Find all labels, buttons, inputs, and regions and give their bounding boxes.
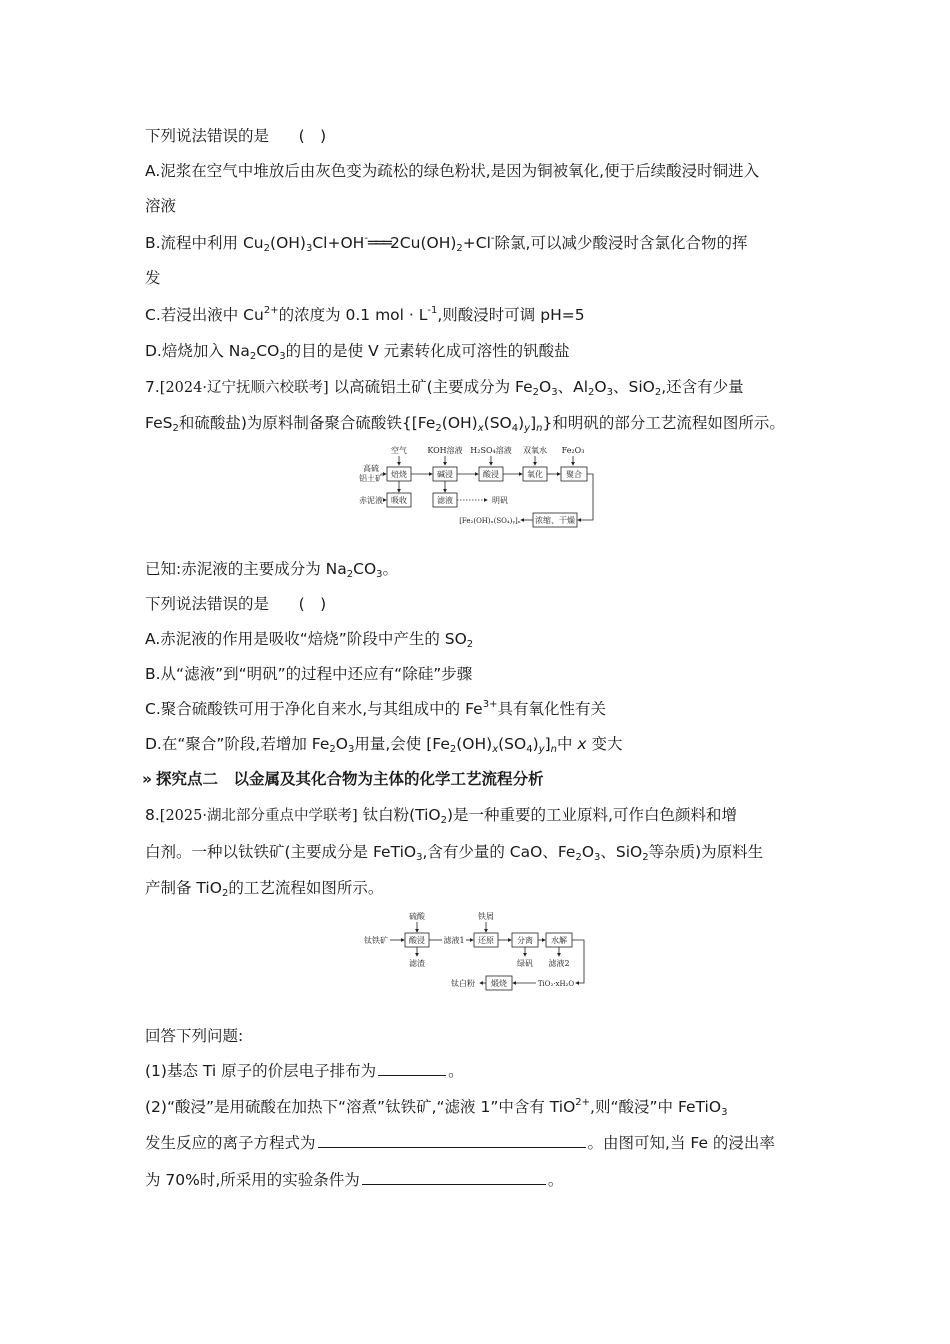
q8-label-iron: 铁屑 bbox=[478, 912, 494, 921]
q8-box-hydrolyze-label: 水解 bbox=[551, 936, 567, 945]
q7-label-air: 空气 bbox=[391, 446, 407, 455]
q8-part2-line1: (2)“酸浸”是用硫酸在加热下“溶煮”钛铁矿,“滤液 1”中含有 TiO$^{2+}$,则“酸浸”中 FeTiO$_3$ bbox=[145, 1097, 728, 1118]
q8-box-separate-label: 分离 bbox=[517, 936, 533, 945]
q8-label-hydrate: TiO₂·xH₂O bbox=[537, 980, 575, 988]
q8-answer-intro: 回答下列问题: bbox=[145, 1027, 244, 1045]
q7-box-polymerize-label: 聚合 bbox=[566, 470, 582, 479]
q8-part2-condition-blank[interactable] bbox=[362, 1170, 546, 1185]
q7-option-a: A.赤泥液的作用是吸收“焙烧”阶段中产生的 $SO_2$ bbox=[145, 630, 474, 650]
q7-option-d: D.在“聚合”阶段,若增加 $Fe_2O_3$用量,会使 $[Fe_2(OH)_x(SO_4)_y]_n$中 x 变大 bbox=[145, 735, 623, 755]
q7-option-c: C.聚合硫酸铁可用于净化自来水,与其组成中的 $Fe^{3+}$具有氧化性有关 bbox=[145, 699, 606, 718]
q7-box-acid-label: 酸浸 bbox=[483, 470, 499, 479]
q7-label-red-mud: 赤泥液 bbox=[359, 496, 383, 505]
section-heading: » 探究点二 以金属及其化合物为主体的化学工艺流程分析 bbox=[142, 770, 544, 788]
q7-prompt: 下列说法错误的是 ( ) bbox=[145, 595, 327, 613]
q7-label-ore1: 高硫 bbox=[363, 464, 379, 473]
q7-box-oxidize-label: 氧化 bbox=[527, 470, 543, 479]
q8-label-residue: 滤渣 bbox=[409, 959, 425, 968]
q7-box-roast-label: 焙烧 bbox=[391, 470, 407, 479]
q8-label-product: 钛白粉 bbox=[451, 979, 475, 988]
q7-box-concentrate-label: 浓缩、干燥 bbox=[535, 516, 575, 525]
q8-label-filtrate2: 滤液2 bbox=[548, 959, 570, 968]
q8-stem-line3: 产制备 TiO$_2$的工艺流程如图所示。 bbox=[145, 879, 384, 899]
section-arrow-icon: » bbox=[142, 770, 153, 788]
q7-box-filtrate-label: 滤液 bbox=[437, 496, 453, 505]
q7-label-fe2o3: Fe₂O₃ bbox=[561, 446, 585, 455]
q7-label-h2o2: 双氧水 bbox=[523, 446, 547, 455]
q8-stem-line1: 8.[2025·湖北部分重点中学联考] 钛白粉(TiO$_2$)是一种重要的工业原料,可作白色颜料和增 bbox=[145, 806, 737, 826]
q7-flow-diagram bbox=[355, 443, 595, 531]
q8-stem-line2: 白剂。一种以钛铁矿(主要成分是 FeTiO$_3$,含有少量的 CaO、$Fe_2O_3$、SiO$_2$等杂质)为原料生 bbox=[145, 843, 764, 863]
q7-label-koh: KOH溶液 bbox=[427, 446, 463, 455]
q6-option-d: D.焙烧加入 $Na_2CO_3$的目的是使 V 元素转化成可溶性的钒酸盐 bbox=[145, 342, 570, 362]
q8-label-ore: 钛铁矿 bbox=[364, 936, 388, 945]
q8-box-acid-leach-label: 酸浸 bbox=[409, 936, 425, 945]
q7-label-h2so4: H₂SO₄溶液 bbox=[470, 446, 512, 455]
q7-option-b: B.从“滤液”到“明矾”的过程中还应有“除硅”步骤 bbox=[145, 665, 473, 683]
q8-part1-blank[interactable] bbox=[378, 1061, 446, 1076]
q7-label-alum: 明矾 bbox=[492, 496, 508, 505]
q6-option-a-line1: A.泥浆在空气中堆放后由灰色变为疏松的绿色粉状,是因为铜被氧化,便于后续酸浸时铜进入 bbox=[145, 162, 760, 180]
q7-label-ore2: 铝土矿 bbox=[359, 474, 383, 483]
q8-box-reduce-label: 还原 bbox=[478, 936, 494, 945]
q6-prompt: 下列说法错误的是 ( ) bbox=[145, 127, 327, 145]
q6-option-a-line2: 溶液 bbox=[145, 197, 177, 215]
q8-source: [2025·湖北部分重点中学联考] bbox=[159, 808, 358, 824]
q7-box-alkali-label: 碱浸 bbox=[437, 470, 453, 479]
q7-source: [2024·辽宁抚顺六校联考] bbox=[159, 380, 329, 396]
q8-label-filtrate1: 滤液1 bbox=[443, 936, 465, 945]
q8-part2-line3: 为 70%时,所采用的实验条件为 。 bbox=[145, 1171, 564, 1189]
q8-label-green-vitriol: 绿矾 bbox=[517, 959, 533, 968]
q7-known: 已知:赤泥液的主要成分为 $Na_2CO_3$。 bbox=[145, 560, 399, 580]
q6-option-c: C.若浸出液中 $Cu^{2+}$的浓度为 0.1 mol · $L^{-1}$,则酸浸时可调 pH=5 bbox=[145, 305, 585, 324]
q7-label-product: [Fe₂(OH)ₓ(SO₄)ᵧ]ₙ bbox=[459, 517, 521, 525]
q7-box-absorb-label: 吸收 bbox=[391, 496, 407, 505]
q7-stem-line1: 7.[2024·辽宁抚顺六校联考] 以高硫铝土矿(主要成分为 $Fe_2O_3$、$Al_2O_3$、SiO$_2$,还含有少量 bbox=[145, 378, 744, 398]
q8-label-sulfuric: 硫酸 bbox=[409, 912, 425, 921]
q8-flow-diagram bbox=[360, 908, 592, 992]
q8-part2-equation-blank[interactable] bbox=[318, 1133, 586, 1148]
equal-sign-arrow: ═══ bbox=[367, 234, 390, 252]
q6-option-b-line1: B.流程中利用 $Cu_2(OH)_3Cl+OH^-═══2Cu(OH)_2+Cl^-$除氯,可以减少酸浸时含氯化合物的挥 bbox=[145, 233, 748, 254]
q8-part2-line2: 发生反应的离子方程式为 。由图可知,当 Fe 的浸出率 bbox=[145, 1134, 775, 1152]
q7-stem-line2: FeS$_2$和硫酸盐)为原料制备聚合硫酸铁$\{[Fe_2(OH)_x(SO_4)_y]_n\}$和明矾的部分工艺流程如图所示。 bbox=[145, 414, 785, 434]
q6-option-b-line2: 发 bbox=[145, 269, 161, 287]
q8-box-calcine-label: 煅烧 bbox=[491, 979, 507, 988]
q8-part1: (1)基态 Ti 原子的价层电子排布为 。 bbox=[145, 1062, 464, 1080]
